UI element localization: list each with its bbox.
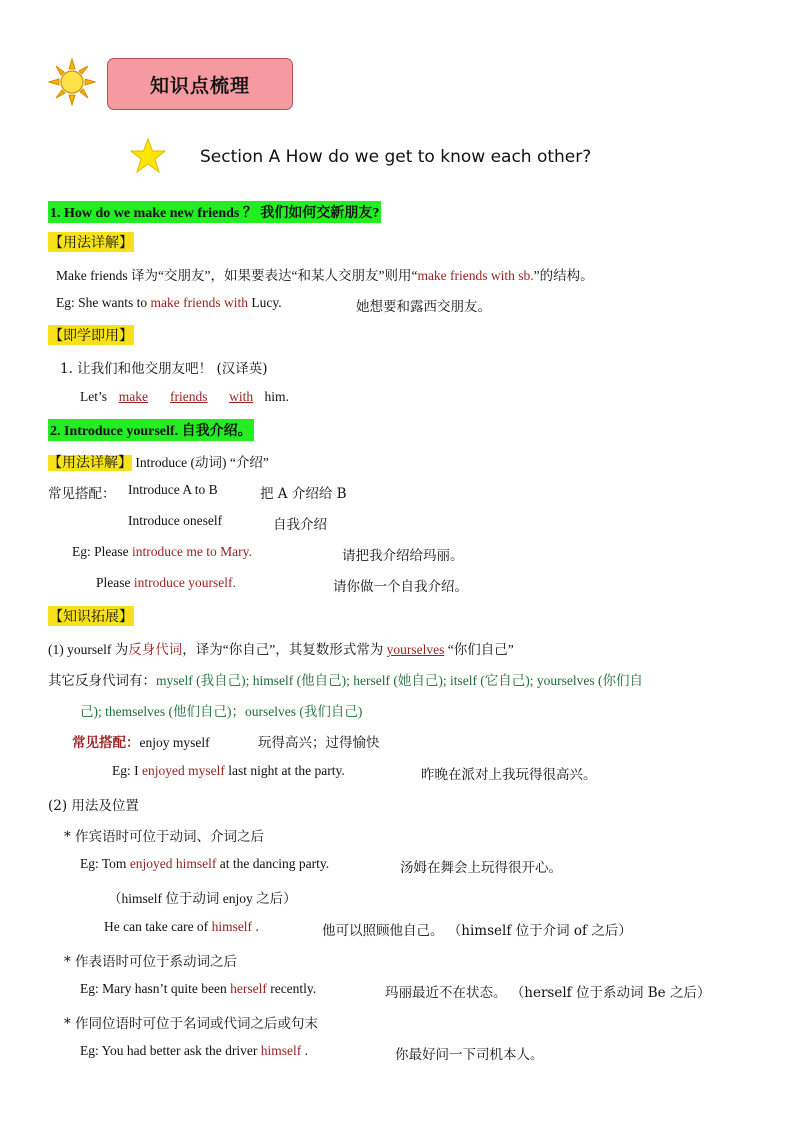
page-title: 知识点梳理	[107, 58, 293, 110]
item2-heading: 2. Introduce yourself. 自我介绍。	[48, 419, 254, 441]
common-collocation-cn: 玩得高兴；过得愉快	[258, 735, 380, 751]
extension-example-cn: 昨晚在派对上我玩得很高兴。	[421, 767, 597, 783]
bullet-object-example-2: He can take care of himself .	[104, 919, 259, 934]
collocation-1-cn: 把 A 介绍给 B	[260, 486, 347, 502]
bullet-object-note: （himself 位于动词 enjoy 之后）	[108, 891, 297, 906]
item2-example-1: Eg: Please introduce me to Mary.	[72, 544, 252, 559]
bullet-predicative-example-cn: 玛丽最近不在状态。 （herself 位于系动词 Be 之后）	[385, 985, 711, 1001]
item2-example-2: Please introduce yourself.	[96, 575, 236, 590]
common-collocation: 常见搭配：enjoy myself	[72, 735, 210, 750]
collocation-label: 常见搭配：	[48, 486, 116, 502]
bullet-object-example-2-cn: 他可以照顾他自己。 （himself 位于介词 of 之后）	[322, 923, 632, 939]
section-title: Section A How do we get to know each other?	[200, 147, 592, 167]
extension-example: Eg: I enjoyed myself last night at the party.	[112, 763, 345, 778]
usage-position-heading: (2) 用法及位置	[48, 798, 139, 814]
item2-usage-line: 【用法详解】 Introduce (动词) “介绍”	[48, 455, 269, 471]
collocation-2-en: Introduce oneself	[128, 513, 223, 528]
practice-question: 1. 让我们和他交朋友吧！ (汉译英)	[60, 361, 268, 377]
item2-example-2-cn: 请你做一个自我介绍。	[333, 579, 468, 595]
practice-answer: Let’s make friends with him.	[80, 389, 289, 404]
answer-blank-2: friends	[170, 389, 208, 404]
practice-tag: 【即学即用】	[48, 325, 134, 345]
item1-heading: 1. How do we make new friends ？ 我们如何交新朋友?	[48, 201, 381, 223]
collocation-2-cn: 自我介绍	[273, 517, 327, 533]
extension-point-1: (1) yourself 为反身代词，译为“你自己”，其复数形式常为 yourselves “你们自己”	[48, 642, 514, 657]
bullet-appositive-example-cn: 你最好问一下司机本人。	[395, 1047, 544, 1063]
bullet-object-example-cn: 汤姆在舞会上玩得很开心。	[400, 860, 562, 876]
bullet-object: * 作宾语时可位于动词、介词之后	[64, 829, 265, 845]
example-translation: 她想要和露西交朋友。	[356, 299, 491, 315]
item2-example-1-cn: 请把我介绍给玛丽。	[342, 548, 464, 564]
reflexive-pronouns-line-2: 己); themselves (他们自己)；ourselves (我们自己)	[80, 704, 363, 719]
example-sentence: Eg: She wants to make friends with Lucy.	[56, 295, 282, 310]
answer-blank-3: with	[229, 389, 254, 404]
collocation-1-en: Introduce A to B	[128, 482, 218, 497]
bullet-object-example: Eg: Tom enjoyed himself at the dancing party.	[80, 856, 330, 871]
bullet-appositive: * 作同位语时可位于名词或代词之后或句末	[64, 1016, 319, 1032]
extension-tag: 【知识拓展】	[48, 606, 134, 626]
usage-tag: 【用法详解】	[48, 232, 134, 252]
bullet-appositive-example: Eg: You had better ask the driver himself .	[80, 1043, 308, 1058]
sun-icon	[48, 58, 96, 106]
answer-blank-1: make	[118, 389, 148, 404]
bullet-predicative: * 作表语时可位于系动词之后	[64, 954, 238, 970]
star-icon	[129, 138, 167, 174]
reflexive-pronouns-line-1: 其它反身代词有：myself (我自己); himself (他自己); herself (她自己); itself (它自己); yourselves (你们自	[48, 673, 644, 688]
usage-line: Make friends 译为“交朋友”，如果要表达“和某人交朋友”则用“make friends with sb.”的结构。	[56, 268, 594, 283]
bullet-predicative-example: Eg: Mary hasn’t quite been herself recently.	[80, 981, 317, 996]
